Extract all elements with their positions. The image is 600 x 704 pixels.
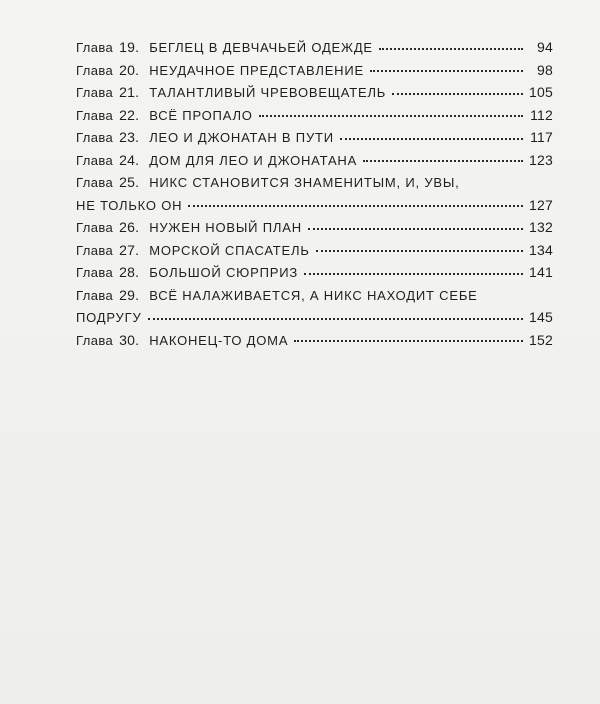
chapter-title: ВСЁ НАЛАЖИВАЕТСЯ, А НИКС НАХОДИТ СЕБЕ <box>149 287 478 303</box>
toc-entry-23 <box>76 126 553 149</box>
page-number: 134 <box>529 241 553 258</box>
toc-entry-29 <box>76 284 553 329</box>
chapter-number: 28. <box>119 264 140 280</box>
chapter-prefix: Глава <box>76 332 114 348</box>
dot-leader <box>379 48 523 50</box>
dot-leader <box>316 250 523 252</box>
chapter-number: 25. <box>119 174 140 190</box>
toc-entry-26 <box>76 216 553 239</box>
chapter-title: НАКОНЕЦ-ТО ДОМА <box>149 332 289 348</box>
chapter-prefix: Глава <box>76 175 114 190</box>
toc-row <box>76 284 553 307</box>
chapter-number: 24. <box>119 151 140 168</box>
page-number: 94 <box>537 39 553 55</box>
page-number: 145 <box>529 309 553 325</box>
chapter-prefix: Глава <box>76 242 114 258</box>
page-number: 127 <box>529 196 553 213</box>
table-of-contents <box>76 36 553 351</box>
page-number: 132 <box>529 219 553 235</box>
toc-row <box>76 261 553 284</box>
chapter-title: НУЖЕН НОВЫЙ ПЛАН <box>149 220 302 235</box>
toc-row-continuation <box>76 306 553 329</box>
dot-leader <box>308 228 523 230</box>
chapter-title-continuation: НЕ ТОЛЬКО ОН <box>76 197 183 213</box>
chapter-number: 23. <box>119 129 140 145</box>
chapter-prefix: Глава <box>76 40 114 55</box>
chapter-number: 19. <box>119 39 140 55</box>
chapter-prefix: Глава <box>76 85 114 100</box>
dot-leader <box>340 138 523 140</box>
chapter-title: ВСЁ ПРОПАЛО <box>149 107 253 123</box>
chapter-prefix: Глава <box>76 107 114 123</box>
toc-entry-20 <box>76 59 553 82</box>
chapter-prefix: Глава <box>76 265 114 280</box>
chapter-number: 22. <box>119 106 140 123</box>
chapter-number: 26. <box>119 219 140 235</box>
dot-leader <box>363 160 523 162</box>
dot-leader <box>148 318 523 320</box>
chapter-title: НИКС СТАНОВИТСЯ ЗНАМЕНИТЫМ, И, УВЫ, <box>149 175 460 190</box>
toc-entry-25 <box>76 171 553 216</box>
toc-entry-30 <box>76 329 553 352</box>
page-number: 123 <box>529 151 553 168</box>
chapter-title: МОРСКОЙ СПАСАТЕЛЬ <box>149 242 310 258</box>
toc-row <box>76 36 553 59</box>
chapter-prefix: Глава <box>76 287 114 303</box>
chapter-prefix: Глава <box>76 152 114 168</box>
toc-row <box>76 126 553 149</box>
dot-leader <box>294 340 523 342</box>
toc-entry-21 <box>76 81 553 104</box>
page-number: 105 <box>529 84 553 100</box>
chapter-number: 21. <box>119 84 140 100</box>
chapter-title: БОЛЬШОЙ СЮРПРИЗ <box>149 265 298 280</box>
toc-row-continuation <box>76 194 553 217</box>
chapter-number: 29. <box>119 286 140 303</box>
dot-leader <box>370 70 523 72</box>
chapter-prefix: Глава <box>76 62 114 78</box>
dot-leader <box>259 115 523 117</box>
toc-row <box>76 239 553 262</box>
chapter-number: 30. <box>119 331 140 348</box>
dot-leader <box>304 273 523 275</box>
page-number: 98 <box>537 61 553 78</box>
toc-row <box>76 171 553 194</box>
chapter-number: 27. <box>119 241 140 258</box>
toc-entry-24 <box>76 149 553 172</box>
chapter-title-continuation: ПОДРУГУ <box>76 310 142 325</box>
toc-row <box>76 81 553 104</box>
toc-row <box>76 329 553 352</box>
toc-row <box>76 149 553 172</box>
toc-entry-27 <box>76 239 553 262</box>
page-number: 152 <box>529 331 553 348</box>
chapter-prefix: Глава <box>76 220 114 235</box>
toc-row <box>76 59 553 82</box>
chapter-prefix: Глава <box>76 130 114 145</box>
dot-leader <box>188 205 523 207</box>
toc-entry-19 <box>76 36 553 59</box>
toc-row <box>76 104 553 127</box>
chapter-title: НЕУДАЧНОЕ ПРЕДСТАВЛЕНИЕ <box>149 62 364 78</box>
page-number: 117 <box>530 129 553 145</box>
page-number: 112 <box>530 106 553 123</box>
dot-leader <box>392 93 523 95</box>
toc-entry-28 <box>76 261 553 284</box>
chapter-title: ЛЕО И ДЖОНАТАН В ПУТИ <box>149 130 334 145</box>
chapter-title: БЕГЛЕЦ В ДЕВЧАЧЬЕЙ ОДЕЖДЕ <box>149 40 373 55</box>
chapter-title: ТАЛАНТЛИВЫЙ ЧРЕВОВЕЩАТЕЛЬ <box>149 85 387 100</box>
chapter-title: ДОМ ДЛЯ ЛЕО И ДЖОНАТАНА <box>149 152 358 168</box>
page-number: 141 <box>529 264 553 280</box>
toc-entry-22 <box>76 104 553 127</box>
chapter-number: 20. <box>119 61 140 78</box>
toc-row <box>76 216 553 239</box>
